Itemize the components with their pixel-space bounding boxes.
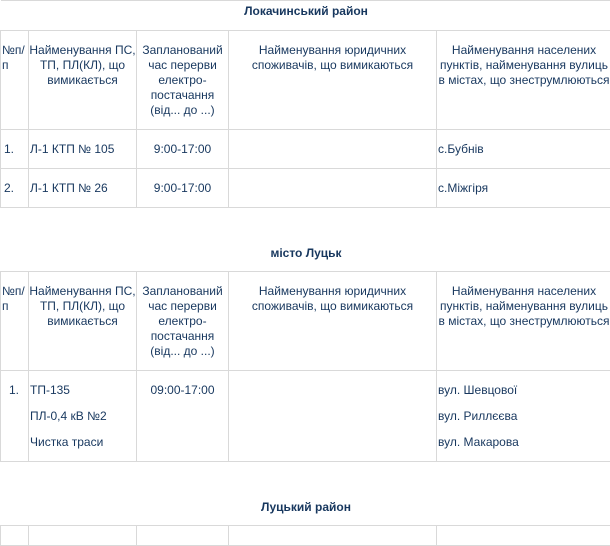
header-object: Найменування ПС, ТП, ПЛ(КЛ), що вимикається: [29, 31, 137, 130]
row-time: 9:00-17:00: [137, 169, 229, 208]
section-title-row: [1, 208, 610, 272]
header-time: Запланований час перерви електро-постачання (від... до ...): [137, 31, 229, 130]
header-row: [1, 272, 610, 371]
row-object: Л-1 КТП № 26: [29, 169, 137, 208]
header-object: Найменування ПС, ТП, ПЛ(КЛ), що вимикається: [29, 272, 137, 371]
object-line: ПЛ-0,4 кВ №2: [30, 409, 136, 435]
row-places: с.Міжгіря: [437, 169, 610, 208]
header-num: №п/п: [1, 272, 29, 371]
row-object: [29, 371, 137, 462]
section-title-lutsk-city: місто Луцьк: [1, 208, 610, 272]
cell-partial: [437, 526, 610, 546]
table-row: [1, 371, 610, 462]
header-row: [1, 31, 610, 130]
table-row: [1, 169, 610, 208]
row-time: 9:00-17:00: [137, 130, 229, 169]
cell-partial: [29, 526, 137, 546]
header-places: Найменування населених пунктів, найменування вулиць в містах, що знеструмлюються: [437, 272, 610, 371]
table-row: [1, 130, 610, 169]
row-object: Л-1 КТП № 105: [29, 130, 137, 169]
section-title-row: [1, 1, 610, 31]
section-title-lutsk-district: Луцький район: [1, 462, 610, 526]
row-time: 09:00-17:00: [137, 371, 229, 462]
object-line: Чистка траси: [30, 435, 136, 461]
cell-partial: [1, 526, 29, 546]
header-places: Найменування населених пунктів, найменування вулиць в містах, що знеструмлюються: [437, 31, 610, 130]
row-consumers: [229, 169, 437, 208]
street-line: вул. Риллєєва: [438, 409, 610, 435]
header-consumers: Найменування юридичних споживачів, що вимикаються: [229, 31, 437, 130]
row-num: 1.: [1, 130, 29, 169]
cell-partial: [229, 526, 437, 546]
header-time: Запланований час перерви електро-постачання (від... до ...): [137, 272, 229, 371]
row-consumers: [229, 371, 437, 462]
row-places: [437, 371, 610, 462]
street-line: вул. Макарова: [438, 435, 610, 461]
header-num: №п/п: [1, 31, 29, 130]
row-num: 1.: [1, 371, 29, 462]
section-title-lokachi: Локачинський район: [1, 1, 610, 31]
row-num: 2.: [1, 169, 29, 208]
row-places: с.Бубнів: [437, 130, 610, 169]
cell-partial: [137, 526, 229, 546]
object-line: ТП-135: [30, 383, 136, 409]
street-line: вул. Шевцової: [438, 383, 610, 409]
header-row-partial: [1, 526, 610, 546]
header-consumers: Найменування юридичних споживачів, що вимикаються: [229, 272, 437, 371]
row-consumers: [229, 130, 437, 169]
section-title-row: [1, 462, 610, 526]
